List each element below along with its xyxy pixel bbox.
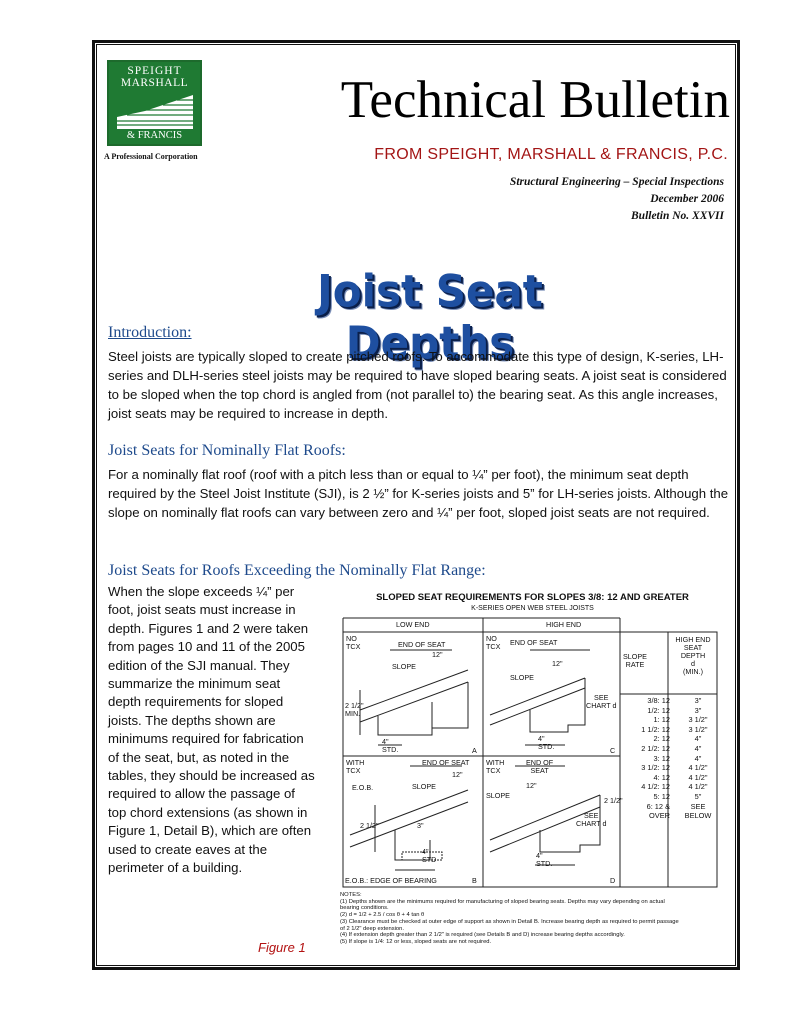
- bulletin-meta-date: December 2006: [650, 193, 724, 205]
- table-cell-depth: 4": [694, 734, 702, 744]
- bulletin-subtitle: FROM SPEIGHT, MARSHALL & FRANCIS, P.C.: [374, 146, 728, 163]
- logo-line-1: SPEIGHT: [127, 65, 182, 77]
- detail-c-12: 12": [552, 659, 563, 668]
- detail-b-2-1-2: 2 1/2": [360, 821, 379, 830]
- detail-a-12: 12": [432, 650, 443, 659]
- bulletin-meta-services: Structural Engineering – Special Inspections: [509, 176, 724, 188]
- note-line: (3) Clearance must be checked at outer edge of support as shown in Detail B. Increase bearing depth as required to permit passage: [340, 918, 679, 925]
- detail-d-4std: 4" STD.: [536, 851, 553, 868]
- table-cell-rate: 2 1/2: 12: [641, 743, 670, 753]
- col-low-end: LOW END: [396, 620, 430, 629]
- figure-subtitle: K-SERIES OPEN WEB STEEL JOISTS: [471, 605, 594, 612]
- table-cell-rate: 3: 12: [653, 753, 670, 763]
- exceed-heading: Joist Seats for Roofs Exceeding the Nominally Flat Range:: [108, 562, 486, 579]
- table-cell-rate: 3/8: 12: [647, 696, 670, 705]
- detail-c-see-chart: SEE CHART d: [586, 693, 617, 710]
- detail-a-no-tcx: NO TCX: [346, 634, 361, 651]
- table-cell-rate: 6: 12 & OVER: [646, 801, 670, 821]
- detail-b-3: 3": [417, 821, 424, 830]
- table-row: [618, 696, 718, 706]
- detail-a-end-seat: END OF SEAT: [398, 640, 446, 649]
- table-cell-depth: 5": [694, 791, 702, 801]
- seat-depth-table: [618, 696, 718, 821]
- table-head-seat-depth: HIGH END SEAT DEPTH d (MIN.): [675, 635, 711, 676]
- table-cell-depth: 4": [694, 743, 702, 753]
- table-cell-depth: 4 1/2": [688, 782, 708, 792]
- intro-heading: Introduction:: [108, 324, 192, 341]
- note-line: of 2 1/2" deep extension.: [340, 925, 404, 932]
- table-cell-rate: 3 1/2: 12: [641, 763, 670, 773]
- table-cell-depth: 3 1/2": [688, 724, 708, 734]
- table-row: [618, 802, 718, 821]
- detail-b-12: 12": [452, 770, 463, 779]
- logo-line-2: MARSHALL: [120, 77, 189, 89]
- detail-b-edge-of-bearing: E.O.B.: EDGE OF BEARING: [345, 876, 437, 885]
- flat-roof-paragraph: For a nominally flat roof (roof with a pitch less than or equal to ¼” per foot), the minimum seat depth required by the Steel Joist Institute (SJI), is 2 ½” for K-series joists and 5” for LH-series joists. Although the slope on nominally flat roofs can vary between zero and ¼” per foot, sloped joist seats are not required.: [108, 467, 729, 520]
- table-row: [618, 754, 718, 764]
- detail-c-no-tcx: NO TCX: [486, 634, 501, 651]
- table-head-slope-rate: SLOPE RATE: [623, 652, 647, 669]
- table-cell-rate: 1/2: 12: [647, 705, 670, 715]
- document-title: Joist Seat Depths: [317, 265, 543, 369]
- table-cell-depth: 3": [694, 696, 702, 705]
- table-row: [618, 734, 718, 744]
- logo-tagline: A Professional Corporation: [104, 152, 198, 161]
- detail-b-4std: 4" STD: [422, 847, 437, 864]
- note-line: (5) If slope is 1/4: 12 or less, sloped seats are not required.: [340, 938, 492, 945]
- table-cell-rate: 1: 12: [653, 715, 670, 725]
- note-line: (1) Depths shown are the minimums required for manufacturing of sloped bearing seats. Depths may vary depending on actual: [340, 898, 665, 905]
- figure-title: SLOPED SEAT REQUIREMENTS FOR SLOPES 3/8: 12 AND GREATER: [376, 592, 689, 603]
- table-row: [618, 792, 718, 802]
- figure-1: [340, 590, 725, 965]
- logo-line-3: & FRANCIS: [109, 130, 200, 142]
- company-logo: [107, 60, 202, 146]
- note-line: bearing conditions.: [340, 905, 389, 912]
- bulletin-title: Technical Bulletin: [340, 71, 730, 129]
- figure-label: Figure 1: [258, 940, 306, 955]
- detail-d-see-chart: SEE CHART d: [576, 811, 607, 828]
- table-row: [618, 725, 718, 735]
- intro-paragraph: Steel joists are typically sloped to create pitched roofs. To accommodate this type of design, K-series, LH-series and DLH-series steel joists may be required to have sloped bearing seats. A joist seat is considered to be sloped when the top chord is angled from (not parallel to) the bearing seat. As this angle increases, joist seats may be required to increase in depth.: [108, 349, 727, 421]
- figure-notes: [340, 892, 725, 946]
- table-cell-depth: 4": [694, 753, 702, 763]
- flat-roof-heading: Joist Seats for Nominally Flat Roofs:: [108, 442, 346, 459]
- detail-b-with-tcx: WITH TCX: [346, 758, 365, 775]
- bulletin-meta-number: Bulletin No. XXVII: [631, 210, 724, 222]
- detail-c-4std: 4" STD.: [538, 734, 555, 751]
- detail-b-letter: B: [472, 876, 477, 885]
- exceed-paragraph: When the slope exceeds ¼” per foot, joist seats must increase in depth. Figures 1 and 2 were taken from pages 10 and 11 of the 2005 edition of the SJI manual. They summarize the minimum seat depth requirements for sloped joists. The depths shown are minimums required for fabrication of the seat, but, as noted in the tables, they should be increased as required to allow the passage of top chord extensions (as shown in Figure 1, Detail B), which are often used to create eaves at the perimeter of a building.: [108, 584, 315, 876]
- table-row: [618, 782, 718, 792]
- table-row: [618, 763, 718, 773]
- detail-b-end-seat: END OF SEAT: [422, 758, 470, 767]
- table-row: [618, 706, 718, 716]
- table-cell-rate: 4 1/2: 12: [641, 782, 670, 792]
- table-cell-rate: 5: 12: [653, 791, 670, 801]
- detail-c-end-seat: END OF SEAT: [510, 638, 558, 647]
- table-cell-depth: 4 1/2": [688, 772, 708, 782]
- table-cell-depth: 4 1/2": [688, 763, 708, 773]
- detail-d-letter: D: [610, 876, 616, 885]
- table-cell-rate: 2: 12: [653, 734, 670, 744]
- table-cell-rate: 1 1/2: 12: [641, 724, 670, 734]
- table-cell-depth: SEE BELOW: [684, 801, 712, 821]
- table-cell-depth: 3": [694, 705, 702, 715]
- table-row: [618, 744, 718, 754]
- detail-d-2-1-2: 2 1/2": [604, 796, 623, 805]
- detail-a-4std: 4" STD.: [382, 737, 399, 754]
- table-cell-rate: 4: 12: [653, 772, 670, 782]
- detail-d-end-seat: END OF SEAT: [526, 758, 554, 775]
- building-icon: [115, 91, 195, 131]
- detail-b-eob: E.O.B.: [352, 783, 374, 792]
- detail-a-letter: A: [472, 746, 477, 755]
- detail-c-letter: C: [610, 746, 616, 755]
- detail-a-min: 2 1/2" MIN.: [345, 701, 364, 718]
- detail-a-slope: SLOPE: [392, 662, 416, 671]
- table-row: [618, 715, 718, 725]
- col-high-end: HIGH END: [546, 620, 582, 629]
- table-cell-depth: 3 1/2": [688, 715, 708, 725]
- note-line: NOTES:: [340, 892, 362, 898]
- table-row: [618, 773, 718, 783]
- note-line: (2) d = 1/2 + 2.5 / cos θ + 4 tan θ: [340, 912, 425, 919]
- detail-b-slope: SLOPE: [412, 782, 436, 791]
- note-line: (4) If extension depth greater than 2 1/2" is required (see Details B and D) increase bearing depths accordingly.: [340, 932, 625, 939]
- detail-d-12: 12": [526, 781, 537, 790]
- detail-c-slope: SLOPE: [510, 673, 534, 682]
- detail-d-slope: SLOPE: [486, 791, 510, 800]
- detail-d-with-tcx: WITH TCX: [486, 758, 505, 775]
